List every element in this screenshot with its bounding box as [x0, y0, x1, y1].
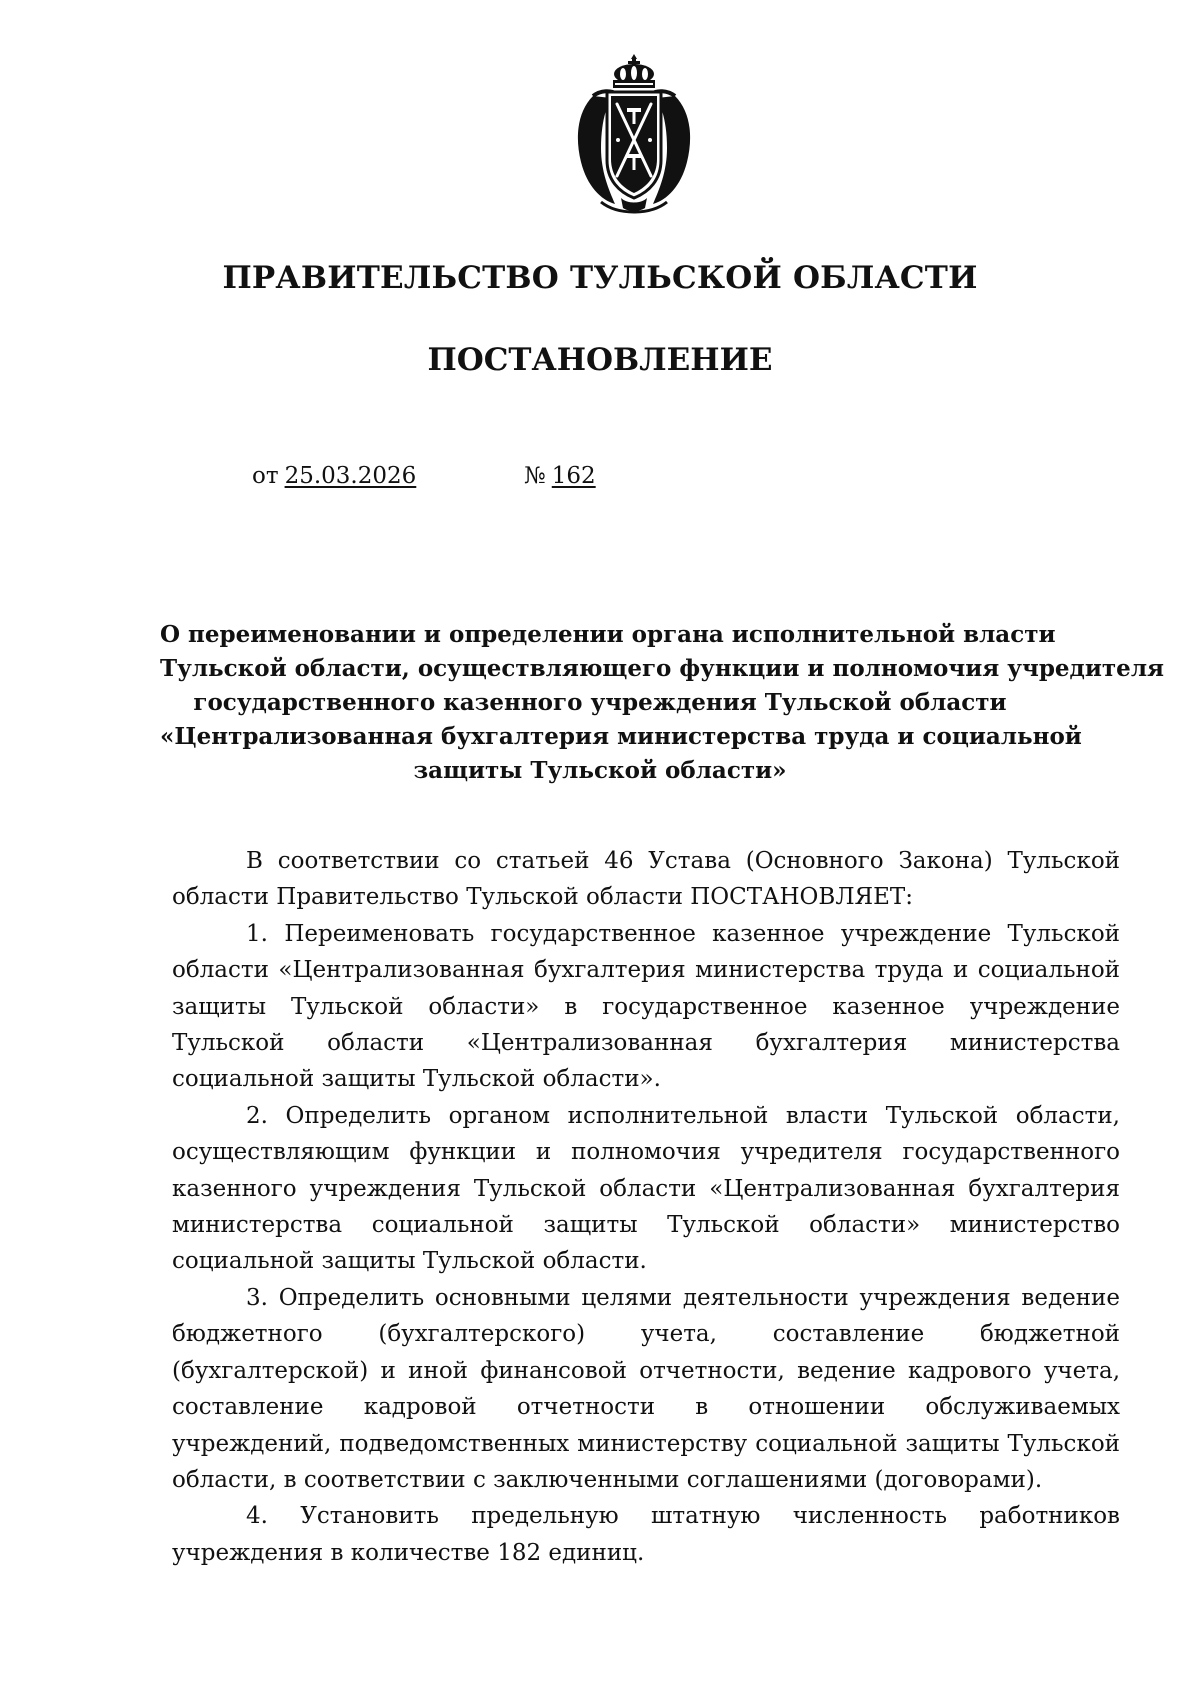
clause-4-paragraph: 4. Установить предельную штатную численность работников учреждения в количестве 182 единиц.: [172, 1503, 1120, 1566]
subject-line: государственного казенного учреждения Тульской области: [193, 689, 1007, 716]
document-number-line: [524, 461, 596, 491]
date-prefix: от: [252, 463, 279, 489]
clause-3-paragraph: 3. Определить основными целями деятельности учреждения ведение бюджетного (бухгалтерского) учета, составление бюджетной (бухгалтерской) и иной финансовой отчетности, ведение кадрового учета, составление кадровой отчетности в отношении обслуживаемых учреждений, подведомственных министерству социальной защиты Тульской области, в соответствии с заключенными соглашениями (договорами).: [172, 1284, 1120, 1493]
document-body: [172, 843, 1120, 1571]
document-date-line: [252, 461, 416, 491]
document-type-title: ПОСТАНОВЛЕНИЕ: [427, 342, 773, 378]
government-title: ПРАВИТЕЛЬСТВО ТУЛЬСКОЙ ОБЛАСТИ: [222, 260, 978, 296]
preamble-paragraph: В соответствии со статьей 46 Устава (Основного Закона) Тульской области Правительство Тульской области ПОСТАНОВЛЯЕТ:: [172, 848, 1120, 911]
document-date: 25.03.2026: [284, 463, 417, 489]
subject-line: О переименовании и определении органа исполнительной власти: [160, 621, 1056, 648]
subject-line: Тульской области, осуществляющего функции и полномочия учредителя: [160, 655, 1165, 682]
clause-1-paragraph: 1. Переименовать государственное казенное учреждение Тульской области «Централизованная бухгалтерия министерства труда и социальной защиты Тульской области» в государственное казенное учреждение Тульской области «Централизованная бухгалтерия министерства социальной защиты Тульской области».: [172, 920, 1120, 1093]
document-subject: [160, 618, 1165, 788]
coat-of-arms-icon: [571, 52, 697, 214]
subject-line: защиты Тульской области»: [413, 757, 787, 784]
clause-2-paragraph: 2. Определить органом исполнительной власти Тульской области, осуществляющим функции и полномочия учредителя государственного казенного учреждения Тульской области «Централизованная бухгалтерия министерства социальной защиты Тульской области» министерство социальной защиты Тульской области.: [172, 1102, 1120, 1275]
number-sign: №: [524, 463, 546, 489]
document-number: 162: [551, 463, 596, 489]
subject-line: «Централизованная бухгалтерия министерства труда и социальной: [160, 723, 1082, 750]
